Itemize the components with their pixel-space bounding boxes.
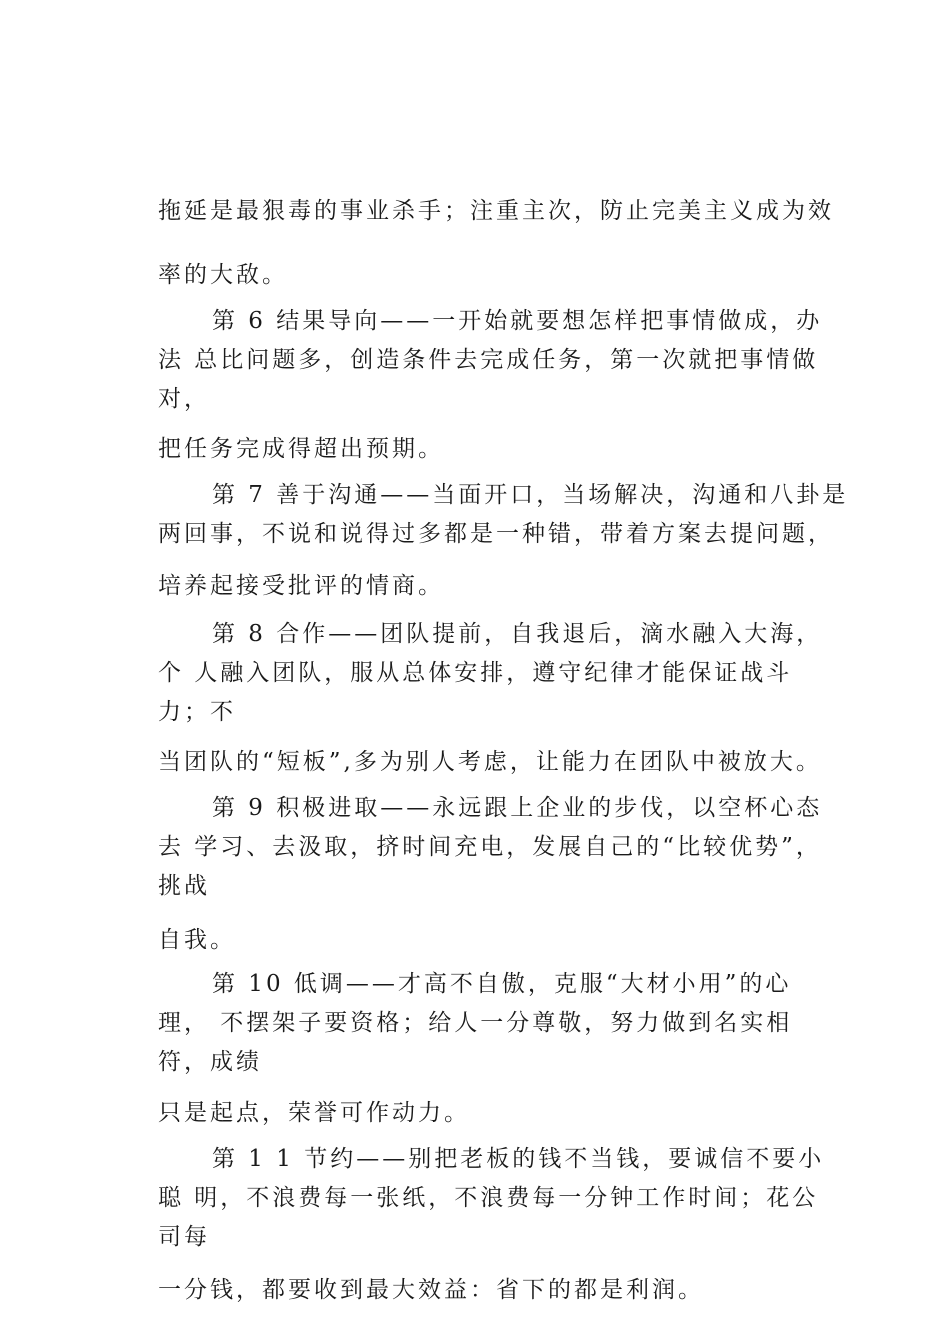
text-line: 司每 <box>158 1224 210 1250</box>
text-line: 符，成绩 <box>158 1049 262 1075</box>
paragraph-start-7: 第 7 善于沟通——当面开口，当场解决，沟通和八卦是 <box>212 482 849 508</box>
text-line: 两回事，不说和说得过多都是一种错，带着方案去提问题， <box>158 521 834 547</box>
text-line: 拖延是最狠毒的事业杀手；注重主次，防止完美主义成为效 <box>158 198 834 224</box>
text-line: 力；不 <box>158 699 236 725</box>
paragraph-start-10: 第 10 低调——才高不自傲，克服“大材小用”的心 <box>212 971 792 997</box>
text-line: 对， <box>158 386 210 412</box>
text-line: 培养起接受批评的情商。 <box>158 573 444 599</box>
text-line: 挑战 <box>158 873 210 899</box>
text-line: 理， 不摆架子要资格；给人一分尊敬，努力做到名实相 <box>158 1010 793 1036</box>
paragraph-start-11: 第 1 1 节约——别把老板的钱不当钱，要诚信不要小 <box>212 1146 825 1172</box>
text-line: 聪 明，不浪费每一张纸，不浪费每一分钟工作时间；花公 <box>158 1185 819 1211</box>
text-line: 把任务完成得超出预期。 <box>158 436 444 462</box>
text-line: 法 总比问题多，创造条件去完成任务，第一次就把事情做 <box>158 347 819 373</box>
text-line: 只是起点，荣誉可作动力。 <box>158 1100 470 1126</box>
text-line: 自我。 <box>158 927 236 953</box>
paragraph-start-6: 第 6 结果导向——一开始就要想怎样把事情做成，办 <box>212 308 823 334</box>
text-line: 一分钱，都要收到最大效益：省下的都是利润。 <box>158 1277 704 1303</box>
text-line: 当团队的“短板”,多为别人考虑，让能力在团队中被放大。 <box>158 749 822 775</box>
text-line: 去 学习、去汲取，挤时间充电，发展自己的“比较优势”， <box>158 834 822 860</box>
text-line: 率的大敌。 <box>158 262 288 288</box>
paragraph-start-8: 第 8 合作——团队提前，自我退后，滴水融入大海， <box>212 621 823 647</box>
paragraph-start-9: 第 9 积极进取——永远跟上企业的步伐，以空杯心态 <box>212 795 823 821</box>
text-line: 个 人融入团队，服从总体安排，遵守纪律才能保证战斗 <box>158 660 793 686</box>
